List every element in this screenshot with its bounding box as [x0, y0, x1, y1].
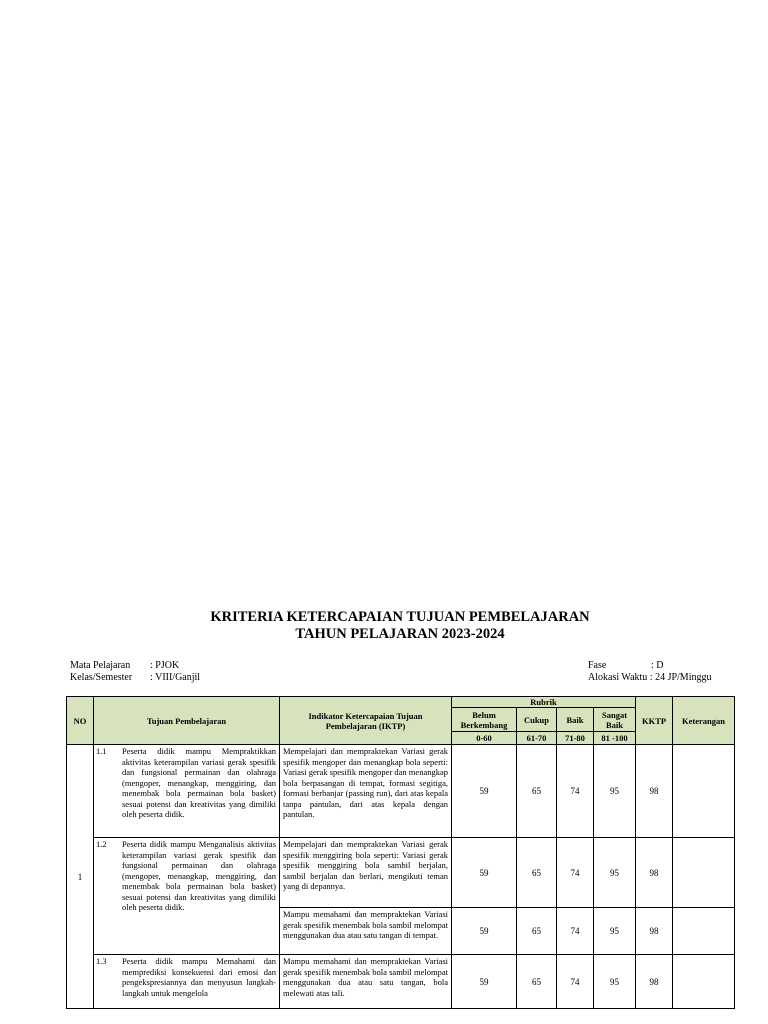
score-baik: 74 — [557, 745, 594, 838]
fase-value: : D — [651, 660, 664, 671]
score-sangat: 95 — [594, 838, 636, 908]
mapel-label: Mata Pelajaran — [70, 660, 131, 671]
keterangan-cell — [673, 745, 735, 838]
mapel-value: : PJOK — [150, 660, 180, 671]
score-baik: 74 — [557, 908, 594, 955]
tp-text: Peserta didik mampu Mempraktikkan aktivitas keterampilan variasi gerak spesifik dan fungsional permainan dan olahraga (mengoper, menangkap, menggiring, dan menembak bola permainan bola basket) sesuai potensi dan kreativitas yang dimiliki oleh peserta didik. — [122, 746, 276, 819]
score-sangat: 95 — [594, 745, 636, 838]
header-kktp: KKTP — [636, 697, 673, 745]
score-kktp: 98 — [636, 908, 673, 955]
tp-number: 1.2 — [96, 839, 107, 849]
header-sangat-range: 81 -100 — [594, 732, 636, 745]
header-baik: Baik — [557, 708, 594, 732]
fase-label: Fase — [588, 660, 607, 671]
meta-mapel — [70, 660, 179, 672]
header-indikator: Indikator Ketercapaian Tujuan Pembelajaran (IKTP) — [280, 697, 452, 745]
header-sangat: Sangat Baik — [594, 708, 636, 732]
header-tujuan: Tujuan Pembelajaran — [94, 697, 280, 745]
alokasi-value: : 24 JP/Minggu — [649, 672, 712, 683]
header-cukup: Cukup — [517, 708, 557, 732]
document-title-line-1: KRITERIA KETERCAPAIAN TUJUAN PEMBELAJARAN — [210, 609, 590, 625]
score-kktp: 98 — [636, 955, 673, 1009]
tp-cell — [94, 838, 280, 955]
score-cukup: 65 — [517, 745, 557, 838]
table-row — [67, 745, 735, 838]
score-cukup: 65 — [517, 838, 557, 908]
kelas-value: : VIII/Ganjil — [150, 672, 201, 683]
score-sangat: 95 — [594, 908, 636, 955]
score-belum: 59 — [452, 955, 517, 1009]
score-cukup: 65 — [517, 955, 557, 1009]
keterangan-cell — [673, 908, 735, 955]
header-cukup-range: 61-70 — [517, 732, 557, 745]
header-belum: Belum Berkembang — [452, 708, 517, 732]
tp-text: Peserta didik mampu Menganalisis aktivitas keterampilan variasi gerak spesifik dan fungsional permainan dan olahraga (mengoper, menangkap, menggiring, dan menembak bola permainan bola basket) sesuai potensi dan kreativitas yang dimiliki oleh peserta didik. — [122, 839, 276, 912]
tp-number: 1.3 — [96, 956, 107, 966]
indikator-cell: Mempelajari dan mempraktekan Variasi gerak spesifik menggiring bola seperti: Variasi gerak spesifik menggiring bola sambil berjalan, sambil berjalan dan berlari, mengikuti teman yang di depannya. — [280, 838, 452, 908]
meta-kelas — [70, 672, 200, 684]
indikator-cell: Mempelajari dan mempraktekan Variasi gerak spesifik mengoper dan menangkap bola seperti: Variasi gerak spesifik mengoper dan menangkap bola berpasangan di tempat, formasi segitiga, formasi berbanjar (passing run), dari atas kepala tanpa pantulan, dari atas kepala dengan pantulan. — [280, 745, 452, 838]
keterangan-cell — [673, 838, 735, 908]
header-rubrik: Rubrik — [452, 697, 636, 708]
score-sangat: 95 — [594, 955, 636, 1009]
keterangan-cell — [673, 955, 735, 1009]
tp-cell — [94, 745, 280, 838]
score-belum: 59 — [452, 838, 517, 908]
score-baik: 74 — [557, 838, 594, 908]
score-cukup: 65 — [517, 908, 557, 955]
kelas-label: Kelas/Semester — [70, 672, 133, 683]
score-belum: 59 — [452, 745, 517, 838]
meta-fase — [588, 660, 664, 672]
document-title-line-2: TAHUN PELAJARAN 2023-2024 — [295, 626, 505, 642]
header-no: NO — [67, 697, 94, 745]
header-baik-range: 71-80 — [557, 732, 594, 745]
row-group-no: 1 — [67, 745, 94, 1009]
header-belum-range: 0-60 — [452, 732, 517, 745]
indikator-cell: Mampu memahami dan mempraktekan Variasi gerak spesifik menembak bola sambil melompat menggunakan dua atau satu tangan, bola melewati atas tali. — [280, 955, 452, 1009]
table-row — [67, 955, 735, 1009]
table-row — [67, 838, 735, 908]
tp-text: Peserta didik mampu Memahami dan memprediksi konsekuensi dari emosi dan pengekspresiannya dan menyusun langkah-langkah untuk mengelola — [122, 956, 276, 998]
alokasi-label: Alokasi Waktu — [588, 672, 648, 683]
meta-alokasi — [588, 672, 711, 684]
tp-number: 1.1 — [96, 746, 107, 756]
score-kktp: 98 — [636, 838, 673, 908]
score-baik: 74 — [557, 955, 594, 1009]
tp-cell — [94, 955, 280, 1009]
header-keterangan: Keterangan — [673, 697, 735, 745]
score-belum: 59 — [452, 908, 517, 955]
score-kktp: 98 — [636, 745, 673, 838]
indikator-cell: Mampu memahami dan mempraktekan Variasi gerak spesifik menembak bola sambil melompat menggunakan dua atau satu tangan di tempat. — [280, 908, 452, 955]
kktp-table — [66, 696, 735, 1009]
